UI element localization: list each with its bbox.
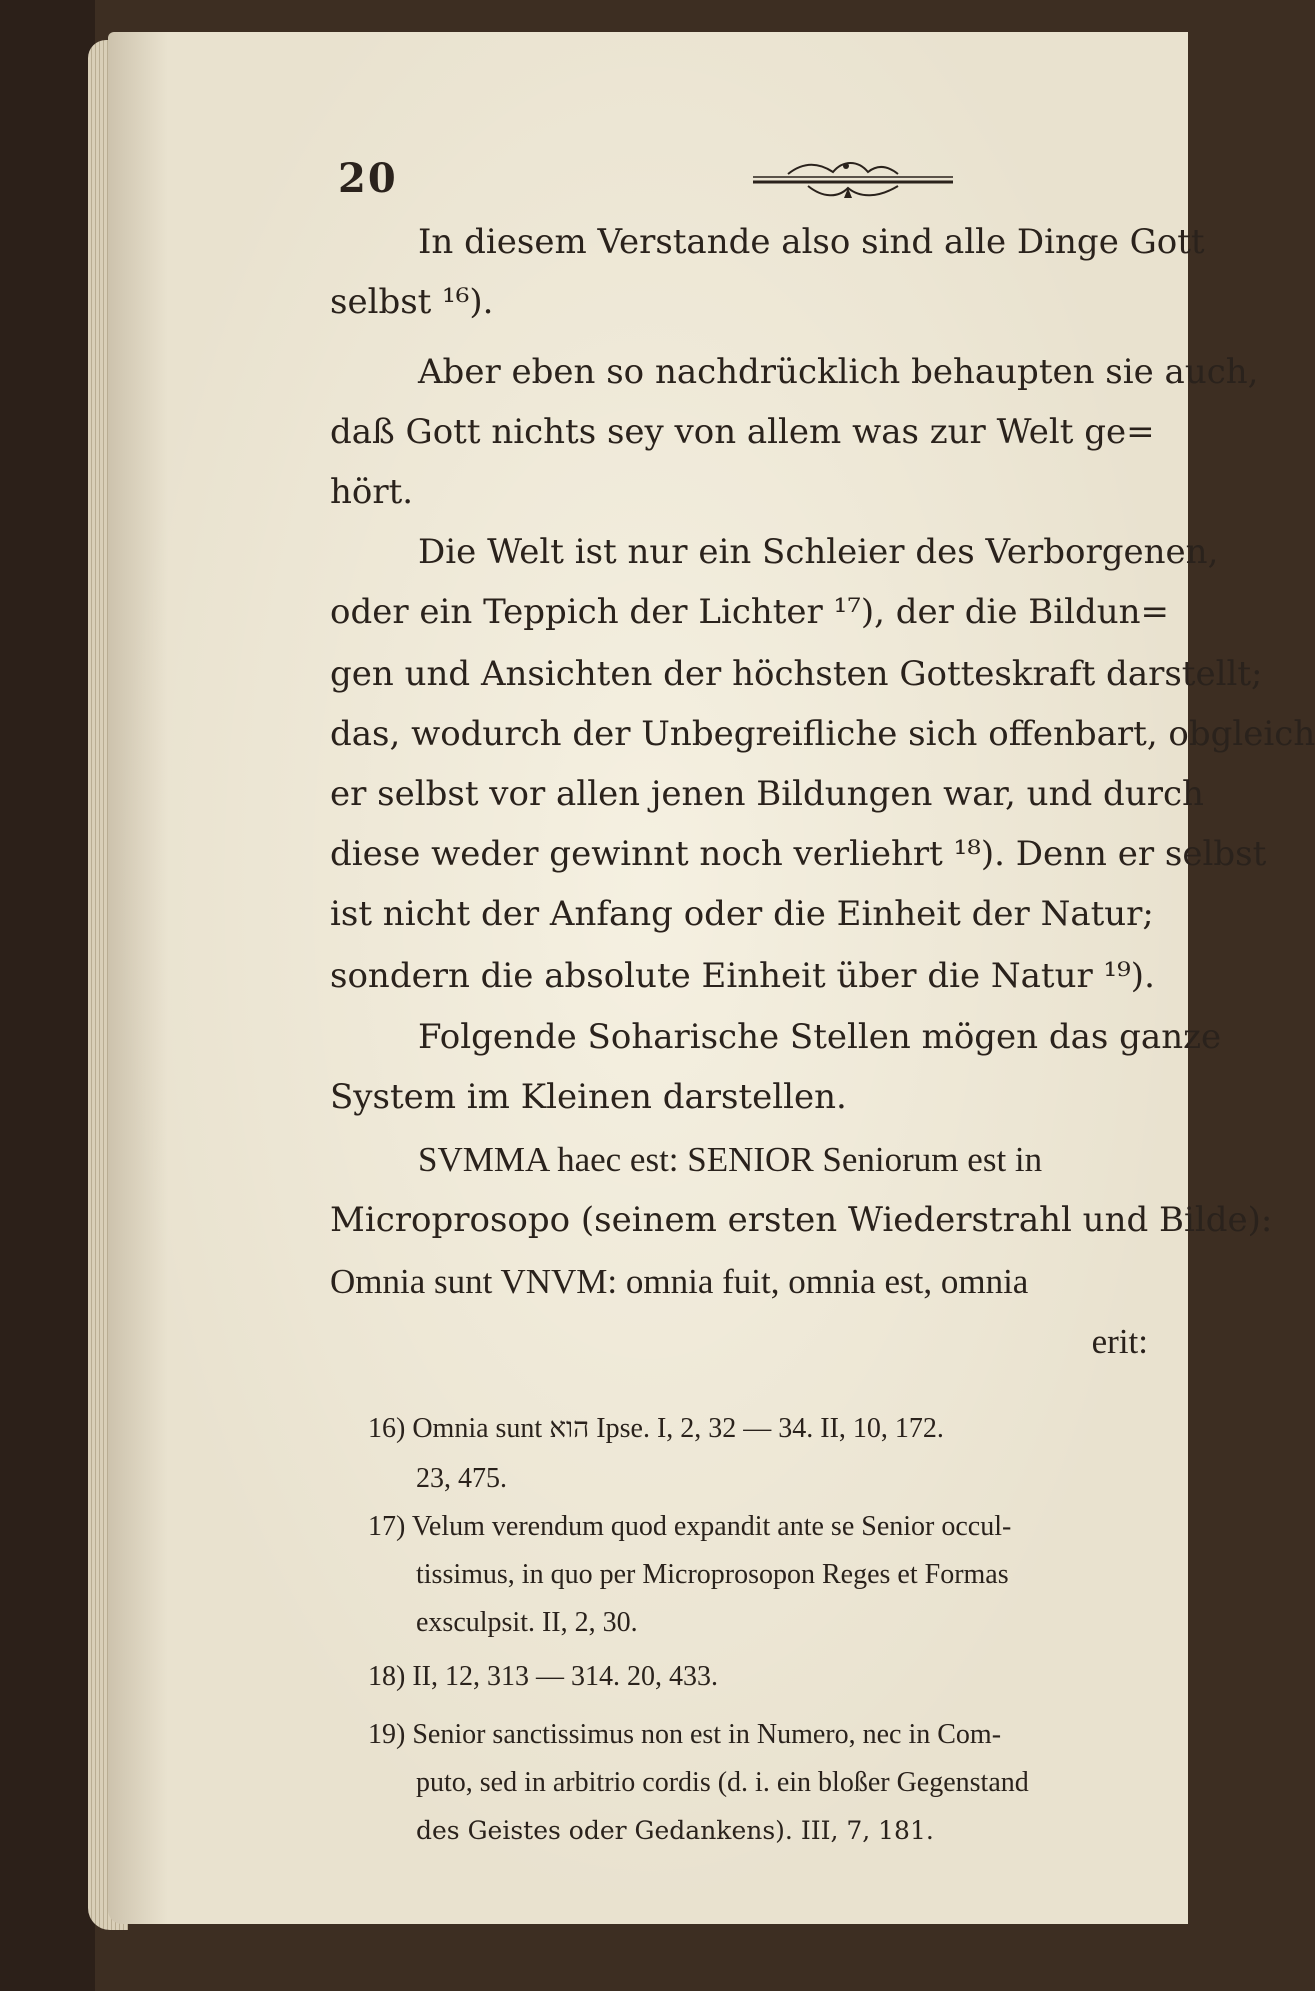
text-line: ist nicht der Anfang oder die Einheit der Natur; — [330, 894, 1154, 934]
footnote-line: 19) Senior sanctissimus non est in Numero, nec in Com- — [368, 1719, 1002, 1750]
footnote-line: 17) Velum verendum quod expandit ante se Senior occul- — [368, 1511, 1012, 1542]
footnote-line: puto, sed in arbitrio cordis (d. i. ein bloßer Gegenstand — [416, 1767, 1029, 1798]
text-line: diese weder gewinnt noch verliehrt ¹⁸). Denn er selbst — [330, 834, 1267, 874]
footnote-line: 23, 475. — [416, 1463, 507, 1494]
text-line: SVMMA haec est: SENIOR Seniorum est in — [418, 1140, 1043, 1179]
footnote-line: 18) II, 12, 313 — 314. 20, 433. — [368, 1661, 718, 1692]
page-number: 20 — [338, 155, 398, 202]
text-line: oder ein Teppich der Lichter ¹⁷), der die Bildun= — [330, 592, 1170, 632]
text-line: Die Welt ist nur ein Schleier des Verborgenen, — [418, 532, 1219, 572]
text-line: Folgende Soharische Stellen mögen das ganze — [418, 1017, 1222, 1057]
text-line: selbst ¹⁶). — [330, 282, 494, 322]
text-line: das, wodurch der Unbegreifliche sich offenbart, obgleich — [330, 714, 1315, 754]
text-line: sondern die absolute Einheit über die Natur ¹⁹). — [330, 956, 1155, 996]
footnote-line: tissimus, in quo per Microprosopon Reges et Formas — [416, 1559, 1009, 1590]
scan-background — [0, 0, 95, 1991]
text-line: In diesem Verstande also sind alle Dinge Gott — [418, 222, 1205, 262]
text-line: gen und Ansichten der höchsten Gotteskraft darstellt; — [330, 654, 1263, 694]
footnote-line: exsculpsit. II, 2, 30. — [416, 1607, 638, 1638]
text-line: daß Gott nichts sey von allem was zur Welt ge= — [330, 412, 1155, 452]
footnote-line: des Geistes oder Gedankens). III, 7, 181. — [416, 1816, 934, 1845]
text-line: hört. — [330, 472, 414, 512]
text-line: Microprosopo (seinem ersten Wiederstrahl und Bilde): — [330, 1200, 1273, 1240]
header-ornament-icon — [748, 154, 958, 204]
text-line: System im Kleinen darstellen. — [330, 1077, 847, 1117]
text-line: Omnia sunt VNVM: omnia fuit, omnia est, omnia — [330, 1262, 1029, 1301]
footnote-line: 16) Omnia sunt הוא Ipse. I, 2, 32 — 34. II, 10, 172. — [368, 1413, 944, 1444]
text-line: erit: — [1091, 1322, 1148, 1361]
text-line: er selbst vor allen jenen Bildungen war, und durch — [330, 774, 1204, 814]
text-line: Aber eben so nachdrücklich behaupten sie auch, — [418, 352, 1259, 392]
book-page — [108, 32, 1315, 1924]
